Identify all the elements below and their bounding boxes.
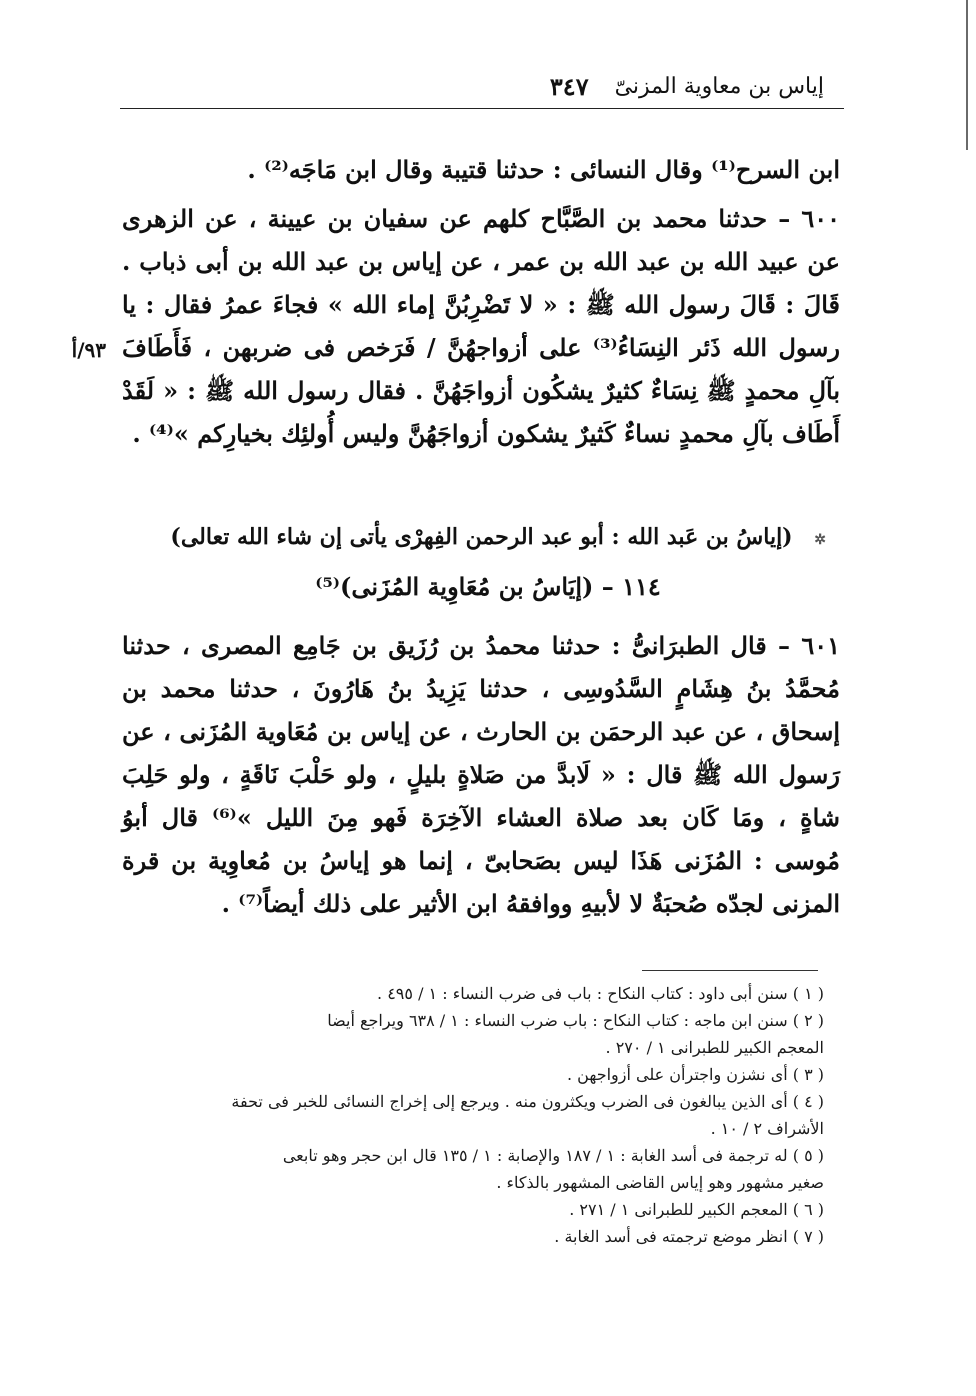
footnote-7: ( ٧ ) انظر موضع ترجمته فى أسد الغابة . <box>554 1227 824 1246</box>
footnote-1: ( ١ ) سنن أبى داود : كتاب النكاح : باب فى ضرب النساء : ١ / ٤٩٥ . <box>377 984 824 1003</box>
margin-folio-note: ٩٣/أ <box>71 338 106 362</box>
header-rule <box>120 108 844 109</box>
hadith-601 <box>122 624 840 925</box>
cross-reference-text: (إياسُ بن عَبد الله : أبو عبد الرحمن الفِهرْى يأتى إن شاء الله تعالى) <box>170 524 793 550</box>
running-head <box>124 66 824 106</box>
footnote-6: ( ٦ ) المعجم الكبير للطبرانى ١ / ٢٧١ . <box>569 1200 824 1219</box>
hadith-600 <box>122 197 840 455</box>
footnote-2: ( ٢ ) سنن ابن ماجه : كتاب النكاح : باب ضرب النساء : ١ / ٦٣٨ ويراجع أيضا <box>327 1011 824 1030</box>
page-number: ٣٤٧ <box>549 71 589 101</box>
main-text-block-2 <box>122 624 840 925</box>
footnote-2-cont: المعجم الكبير للطبرانى ١ / ٢٧٠ . <box>605 1038 824 1057</box>
hadith-number: ٦٠٠ <box>801 204 841 233</box>
continuation-paragraph: ابن السرح⁽¹⁾ وقال النسائى : حدثنا قتيبة وقال ابن مَاجَه⁽²⁾ . <box>247 155 840 184</box>
footnote-5: ( ٥ ) له ترجمة فى أسد الغابة : ١ / ١٨٧ والإصابة : ١ / ١٣٥ قال ابن حجر وهو تابعى <box>282 1146 824 1165</box>
hadith-text: – حدثنا محمد بن الصَّبَّاح كلهم عن سفيان بن عيينة ، عن الزهرى عن عبيد الله بن عبد الله بن عمر ، عن إياس بن عبد الله بن أبى ذباب . قَالَ : قَالَ رسول الله ﷺ : « لا تَضْرِبُنَّ إماء الله » فجاءَ عمرُ فقال : يا رسول الله ذَئر النِسَاءُ⁽³⁾ على أزواجهُنَّ / فَرَخص فى ضربهن ، فَأَطَافَ بآلِ محمدٍ ﷺ نِسَاءٌ كثيرٌ يشكُون أزواجَهُنَّ . فقال رسول الله ﷺ : « لَقَدْ أَطَاف بآلِ محمدٍ نساءٌ كَثيرٌ يشكون أزواجَهُنَّ وليس أُولئِك بخيارِكم »⁽⁴⁾ . <box>122 204 840 448</box>
footnote-4-cont: الأشراف ٢ / ١٠ . <box>710 1119 824 1138</box>
scan-edge-line <box>966 0 968 150</box>
footnotes <box>124 980 824 1250</box>
hadith-number: ٦٠١ <box>801 631 841 660</box>
footnote-rule <box>642 970 818 971</box>
running-head-title: إياس بن معاوية المزنىّ <box>614 73 824 99</box>
hadith-text: – قال الطبرَانىُّ : حدثنا محمدُ بن رُزَيق بن جَامِع المصرى ، حدثنا مُحمَّدُ بنُ هِشَامٍ السَّدُوسِى ، حدثنا يَزِيدُ بنُ هَارُونَ ، حدثنا محمد بن إسحاق ، عن عبد الرحمَن بن الحارث ، عن إياس بن مُعَاوية المُزَنى ، عن رَسول الله ﷺ قال : « لَابدَّ من صَلاةٍ بليلٍ ، ولو حَلْبَ نَاقَةٍ ، ولو حَلِبَ شاةٍ ، ومَا كَان بعد صلاة العشاء الآخِرَة فَهو مِنَ الليل »⁽⁶⁾ قال أبوُ مُوسى : المُزَنى هَذَا ليس بصَحابىّ ، إنما هو إياسُ بن مُعاوِية بن قرة المزنى لجدّه صُحبَةٌ لا لأبيهِ ووافقهُ ابن الأثير على ذلك أيضاً⁽⁷⁾ . <box>122 631 840 918</box>
main-text-block-1 <box>122 148 840 455</box>
section-heading: ١١٤ – (إيَاسُ بن مُعَاوِية المُزَنى)⁽⁵⁾ <box>315 572 661 601</box>
footnote-4: ( ٤ ) أى الذين يبالغون فى الضرب ويكثرون منه . ويرجع إلى إخراج النسائى للخبر فى تحفة <box>231 1092 824 1111</box>
footnote-3: ( ٣ ) أى نشزن واجترأن على أزواجهن . <box>566 1065 824 1084</box>
footnote-5-cont: صغير مشهور وهو إياس القاضى المشهور بالذكاء . <box>496 1173 824 1192</box>
cross-reference-line <box>126 524 826 550</box>
asterisk-icon: ✲ <box>814 532 826 548</box>
